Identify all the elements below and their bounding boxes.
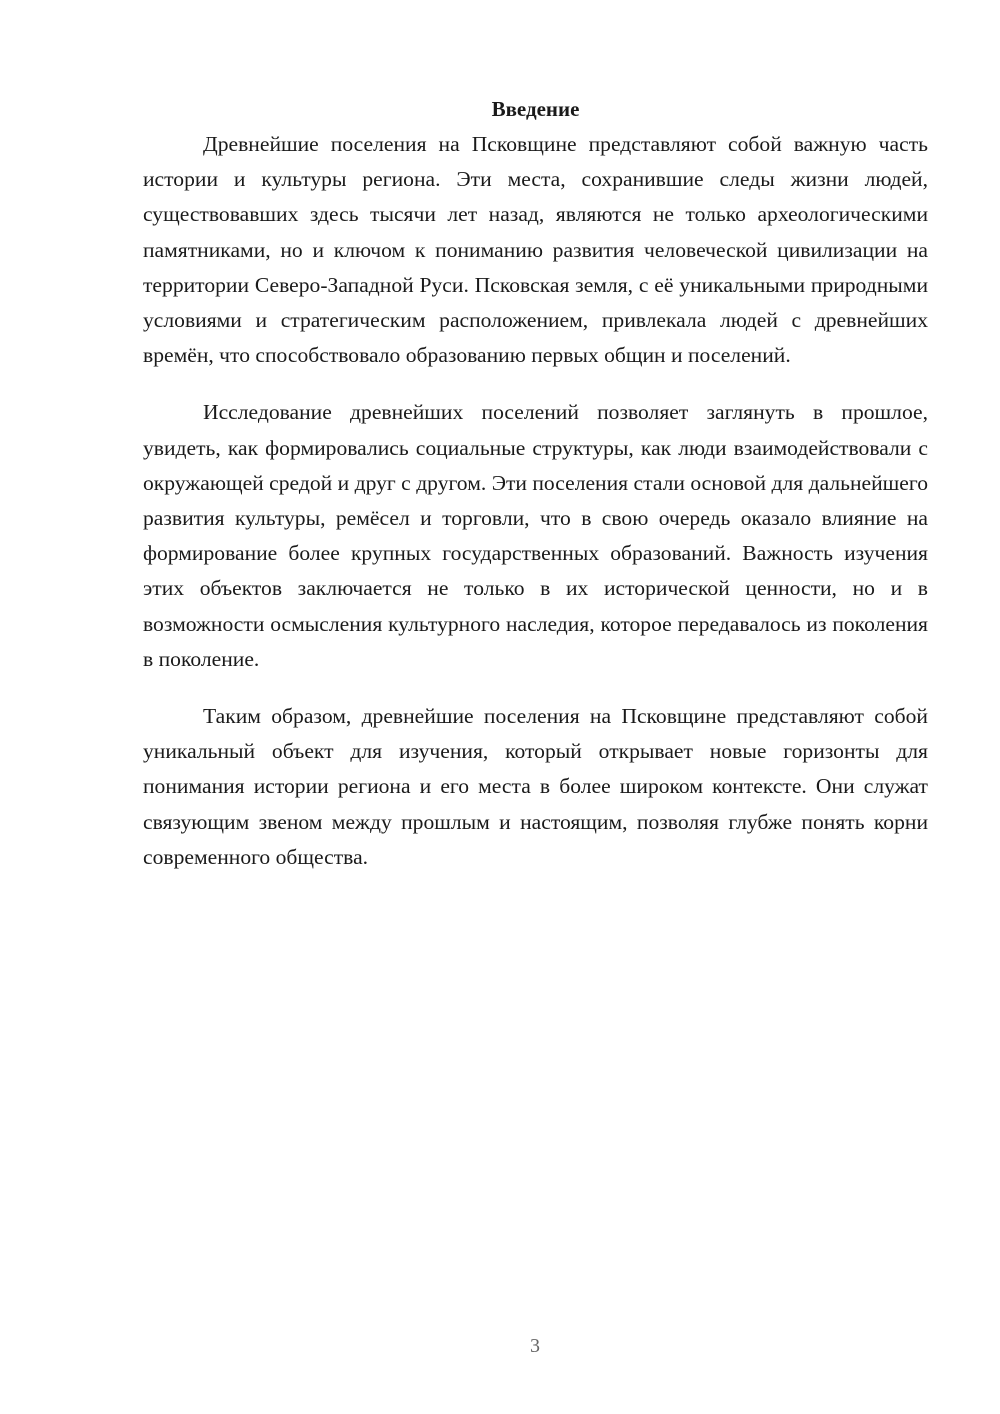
paragraph-2: Исследование древнейших поселений позволяет заглянуть в прошлое, увидеть, как формировались социальные структуры, как люди взаимодействовали с окружающей средой и друг с другом. Эти поселения стали основой для дальнейшего развития культуры, ремёсел и торговли, что в свою очередь оказало влияние на формирование более крупных государственных образований. Важность изучения этих объектов заключается не только в их исторической ценности, но и в возможности осмысления культурного наследия, которое передавалось из поколения в поколение. bbox=[143, 400, 928, 671]
paragraph-3: Таким образом, древнейшие поселения на Псковщине представляют собой уникальный объект для изучения, который открывает новые горизонты для понимания истории региона и его места в более широком контексте. Они служат связующим звеном между прошлым и настоящим, позволяя глубже понять корни современного общества. bbox=[143, 704, 928, 869]
section-heading: Введение bbox=[491, 97, 580, 121]
page-number: 3 bbox=[530, 1335, 540, 1357]
page-content bbox=[143, 92, 928, 897]
paragraph-1: Древнейшие поселения на Псковщине представляют собой важную часть истории и культуры региона. Эти места, сохранившие следы жизни людей, существовавших здесь тысячи лет назад, являются не только археологическими памятниками, но и ключом к пониманию развития человеческой цивилизации на территории Северо-Западной Руси. Псковская земля, с её уникальными природными условиями и стратегическим расположением, привлекала людей с древнейших времён, что способствовало образованию первых общин и поселений. bbox=[143, 132, 928, 368]
